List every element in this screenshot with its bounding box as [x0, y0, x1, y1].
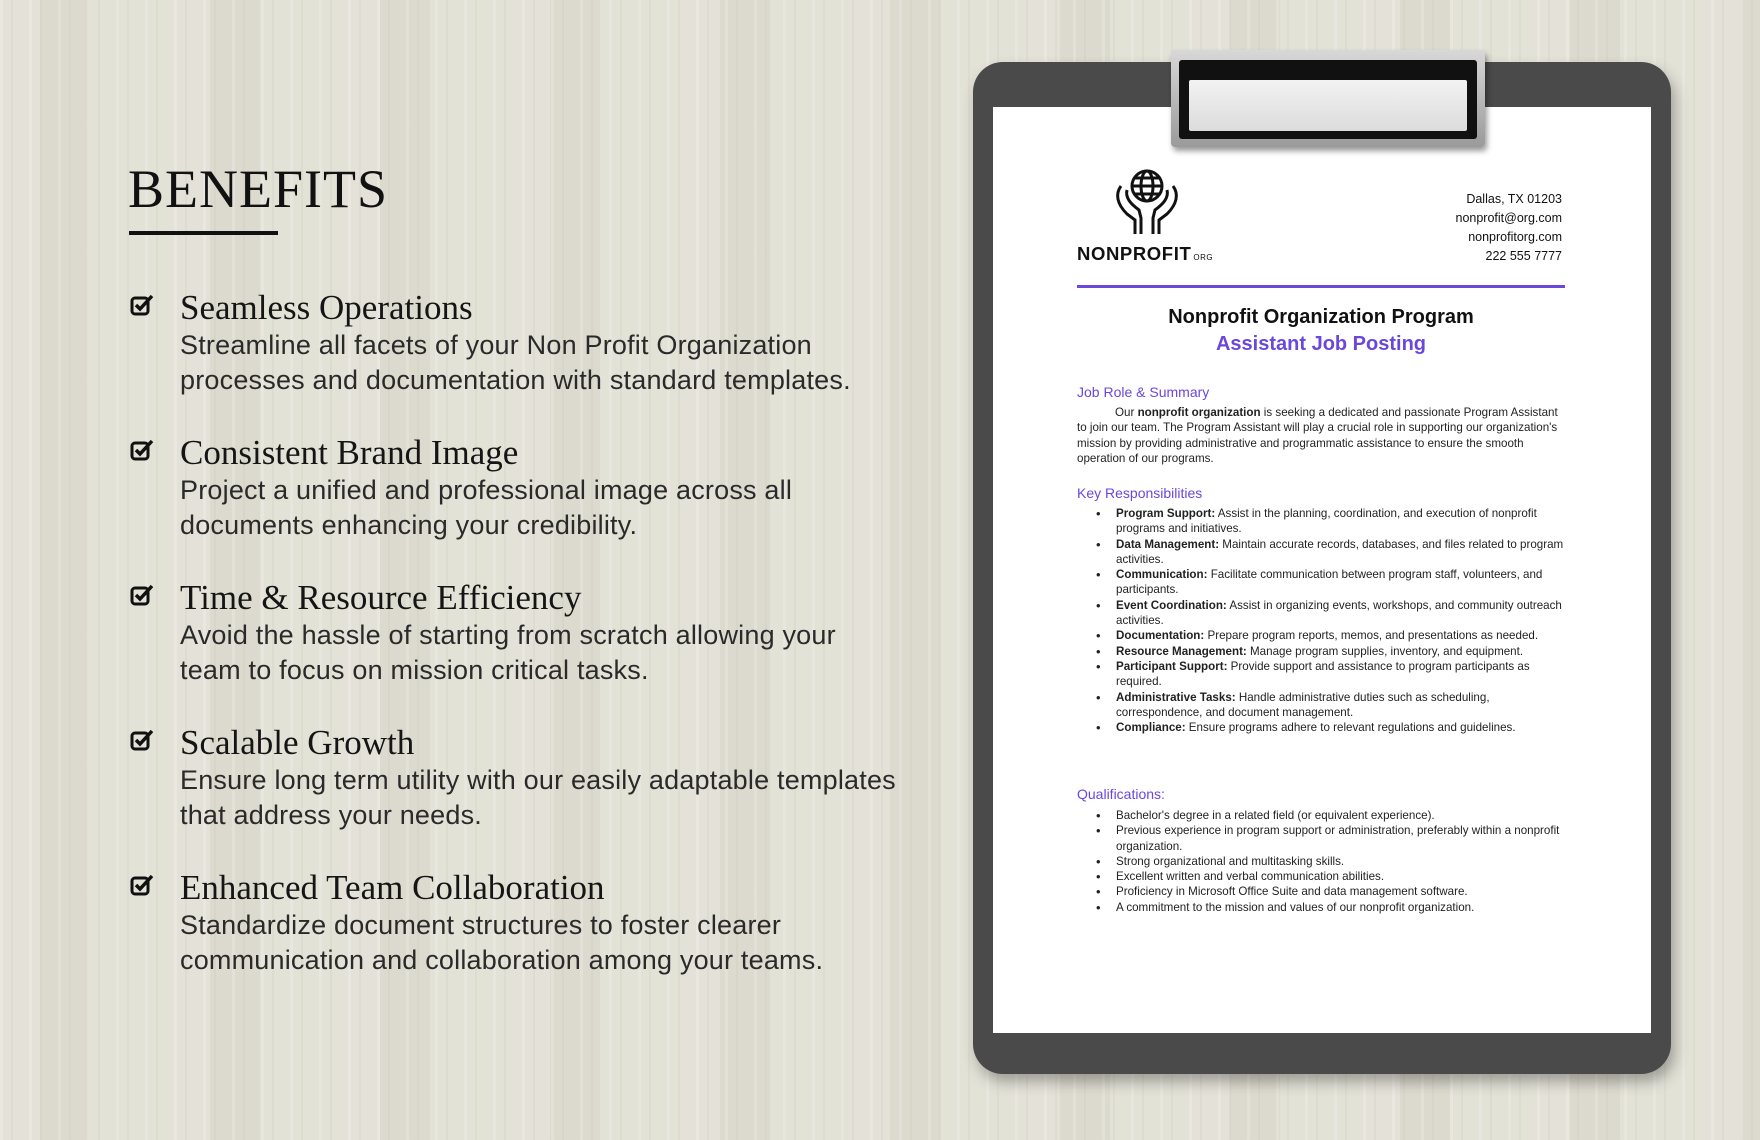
summary-heading: Job Role & Summary — [1077, 384, 1210, 400]
contact-address: Dallas, TX 01203 — [1466, 192, 1562, 206]
qualification-item: • A commitment to the mission and values of our nonprofit organization. — [1116, 900, 1568, 915]
benefit-title: Enhanced Team Collaboration — [180, 868, 605, 907]
benefit-description: Streamline all facets of your Non Profit Organization processes and documentation with standard templates. — [180, 330, 851, 395]
qualifications-heading: Qualifications: — [1077, 786, 1165, 802]
responsibility-item: • Compliance: Ensure programs adhere to relevant regulations and guidelines. — [1116, 720, 1568, 735]
org-logo-text — [1077, 243, 1213, 265]
benefit-description: Project a unified and professional image across all documents enhancing your credibility. — [180, 475, 793, 540]
logo-suffix: ORG — [1193, 253, 1214, 262]
qualifications-list — [1116, 808, 1568, 915]
responsibility-item: • Resource Management: Manage program supplies, inventory, and equipment. — [1116, 644, 1568, 659]
qualification-item: • Excellent written and verbal communication abilities. — [1116, 869, 1568, 884]
responsibility-item: • Data Management: Maintain accurate records, databases, and files related to program activities. — [1116, 537, 1568, 568]
responsibility-item: • Program Support: Assist in the planning, coordination, and execution of nonprofit programs and initiatives. — [1116, 506, 1568, 537]
benefit-title: Consistent Brand Image — [180, 433, 519, 472]
qualification-item: • Bachelor's degree in a related field (or equivalent experience). — [1116, 808, 1568, 823]
logo-name: NONPROFIT — [1077, 243, 1192, 264]
responsibility-item: • Documentation: Prepare program reports, memos, and presentations as needed. — [1116, 628, 1568, 643]
benefit-description: Standardize document structures to foster clearer communication and collaboration among your teams. — [180, 910, 824, 975]
benefits-title: BENEFITS — [128, 159, 389, 219]
benefit-description: Avoid the hassle of starting from scratch allowing your team to focus on mission critical tasks. — [180, 620, 836, 685]
contact-website: nonprofitorg.com — [1468, 230, 1562, 244]
contact-phone: 222 555 7777 — [1485, 249, 1562, 263]
globe-hands-logo-icon — [1113, 168, 1181, 236]
title-underline — [129, 231, 278, 235]
benefit-title: Scalable Growth — [180, 723, 415, 762]
benefit-title: Seamless Operations — [180, 288, 473, 327]
benefit-title: Time & Resource Efficiency — [180, 578, 582, 617]
contact-email: nonprofit@org.com — [1455, 211, 1562, 225]
doc-subtitle: Assistant Job Posting — [1215, 333, 1427, 355]
checkbox-checked-icon — [130, 874, 154, 896]
responsibilities-list — [1116, 506, 1568, 735]
responsibilities-heading: Key Responsibilities — [1077, 485, 1203, 501]
contact-info — [1456, 190, 1563, 266]
header-divider — [1077, 285, 1565, 288]
checkbox-checked-icon — [130, 729, 154, 751]
qualification-item: • Previous experience in program support or administration, preferably within a nonprofit organization. — [1116, 823, 1568, 854]
checkbox-checked-icon — [130, 584, 154, 606]
responsibility-item: • Participant Support: Provide support and assistance to program participants as required. — [1116, 659, 1568, 690]
qualification-item: • Strong organizational and multitasking skills. — [1116, 854, 1568, 869]
checkbox-checked-icon — [130, 439, 154, 461]
qualification-item: • Proficiency in Microsoft Office Suite and data management software. — [1116, 884, 1568, 899]
summary-text: Our nonprofit organization is seeking a dedicated and passionate Program Assistant to join our team. The Program Assistant will play a crucial role in supporting our organization's mission by providing administrative and programmatic assistance to ensure the smooth operation of our programs. — [1077, 406, 1558, 465]
benefit-description: Ensure long term utility with our easily adaptable templates that address your needs. — [180, 765, 896, 830]
responsibility-item: • Administrative Tasks: Handle administrative duties such as scheduling, correspondence, and document management. — [1116, 690, 1568, 721]
clipboard-clip — [1171, 50, 1485, 147]
responsibility-item: • Communication: Facilitate communication between program staff, volunteers, and participants. — [1116, 567, 1568, 598]
responsibility-item: • Event Coordination: Assist in organizing events, workshops, and community outreach activities. — [1116, 598, 1568, 629]
doc-title: Nonprofit Organization Program — [1168, 306, 1474, 328]
checkbox-checked-icon — [130, 294, 154, 316]
